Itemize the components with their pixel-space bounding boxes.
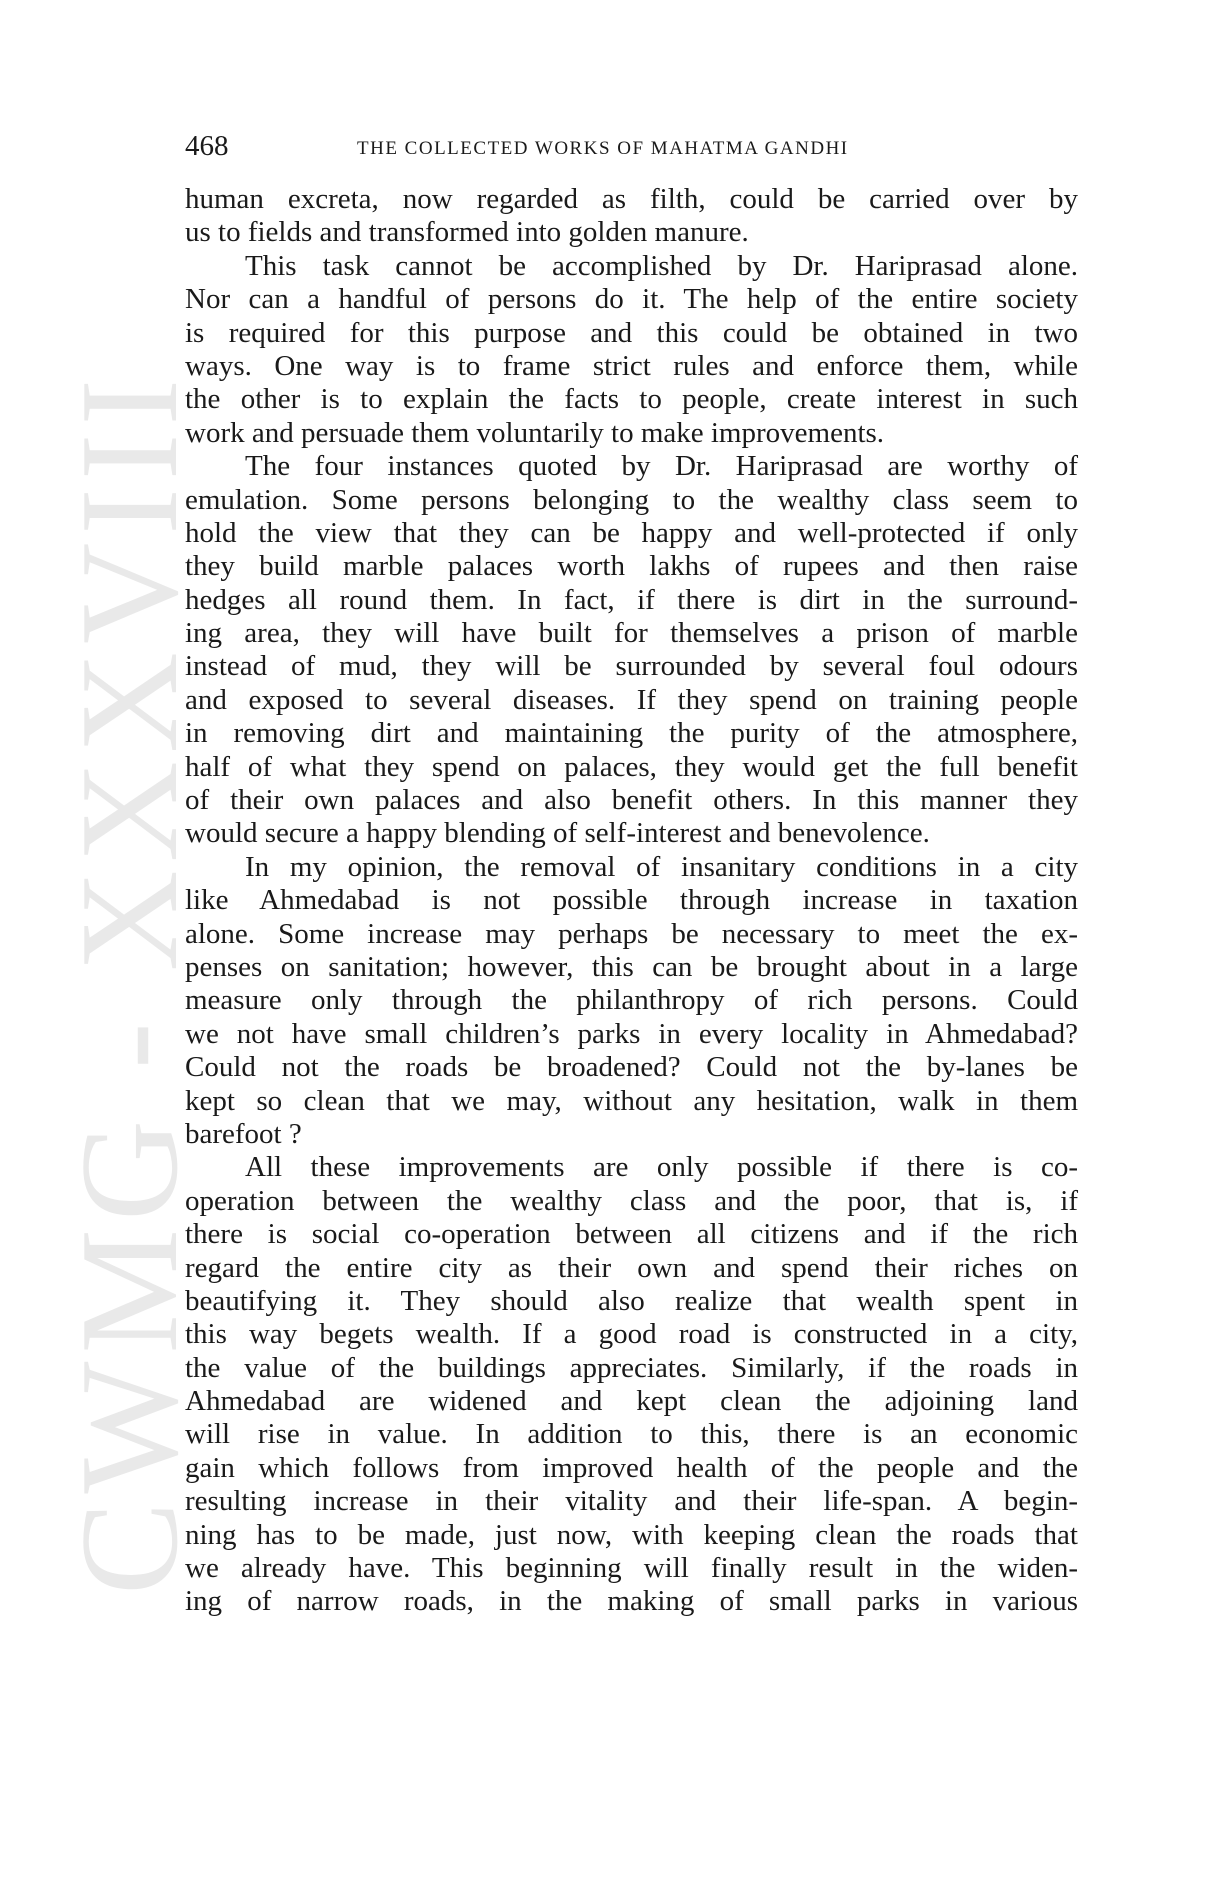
watermark: CWMG - XXXVIII	[52, 370, 207, 1595]
text-line: human excreta, now regarded as filth, could be carried over by	[185, 183, 1078, 215]
text-line: The four instances quoted by Dr. Hariprasad are worthy of	[245, 450, 1078, 483]
text-line: will rise in value. In addition to this, there is an economic	[185, 1418, 1078, 1451]
text-line: hedges all round them. In fact, if there is dirt in the surround-	[185, 583, 1078, 616]
text-line: would secure a happy blending of self-interest and benevolence.	[185, 817, 930, 850]
text-line: ing area, they will have built for themselves a prison of marble	[185, 617, 1078, 650]
text-line: ing of narrow roads, in the making of small parks in various	[185, 1585, 1078, 1618]
text-line: alone. Some increase may perhaps be necessary to meet the ex-	[185, 917, 1078, 950]
text-line: emulation. Some persons belonging to the wealthy class seem to	[185, 483, 1078, 516]
text-line: ways. One way is to frame strict rules and enforce them, while	[185, 349, 1078, 382]
text-line: there is social co-operation between all citizens and if the rich	[185, 1218, 1078, 1251]
text-line: is required for this purpose and this could be obtained in two	[185, 316, 1078, 349]
text-line: in removing dirt and maintaining the purity of the atmosphere,	[185, 717, 1078, 750]
text-line: penses on sanitation; however, this can be brought about in a large	[185, 950, 1078, 983]
text-line: resulting increase in their vitality and their life-span. A begin-	[185, 1485, 1078, 1518]
text-line: Ahmedabad are widened and kept clean the adjoining land	[185, 1385, 1078, 1418]
running-head: THE COLLECTED WORKS OF MAHATMA GANDHI	[357, 138, 849, 159]
text-line: operation between the wealthy class and the poor, that is, if	[185, 1184, 1078, 1217]
text-line: beautifying it. They should also realize that wealth spent in	[185, 1284, 1078, 1317]
text-line: measure only through the philanthropy of rich persons. Could	[185, 984, 1078, 1017]
text-line: we not have small children’s parks in every locality in Ahmedabad?	[185, 1017, 1078, 1050]
text-line: ning has to be made, just now, with keeping clean the roads that	[185, 1518, 1078, 1551]
text-line: of their own palaces and also benefit others. In this manner they	[185, 784, 1078, 817]
text-line: This task cannot be accomplished by Dr. Hariprasad alone.	[245, 249, 1078, 282]
text-line: Nor can a handful of persons do it. The help of the entire society	[185, 283, 1078, 316]
text-line: half of what they spend on palaces, they would get the full benefit	[185, 750, 1078, 783]
text-line: In my opinion, the removal of insanitary conditions in a city	[245, 850, 1078, 883]
text-line: kept so clean that we may, without any hesitation, walk in them	[185, 1084, 1078, 1117]
text-line: us to fields and transformed into golden manure.	[185, 216, 749, 249]
text-line: gain which follows from improved health of the people and the	[185, 1451, 1078, 1484]
text-line: the other is to explain the facts to people, create interest in such	[185, 383, 1078, 416]
text-line: All these improvements are only possible if there is co-	[245, 1151, 1078, 1184]
page-number: 468	[185, 130, 229, 162]
text-line: we already have. This beginning will finally result in the widen-	[185, 1552, 1078, 1585]
text-line: Could not the roads be broadened? Could not the by-lanes be	[185, 1051, 1078, 1084]
text-line: this way begets wealth. If a good road is constructed in a city,	[185, 1318, 1078, 1351]
text-line: and exposed to several diseases. If they spend on training people	[185, 683, 1078, 716]
text-line: the value of the buildings appreciates. Similarly, if the roads in	[185, 1351, 1078, 1384]
text-line: like Ahmedabad is not possible through increase in taxation	[185, 884, 1078, 917]
text-line: barefoot ?	[185, 1117, 302, 1150]
text-line: hold the view that they can be happy and well-protected if only	[185, 516, 1078, 549]
body-text	[185, 183, 1078, 1619]
text-line: work and persuade them voluntarily to make improvements.	[185, 416, 885, 449]
page-header	[185, 130, 1085, 164]
text-line: instead of mud, they will be surrounded by several foul odours	[185, 650, 1078, 683]
text-line: regard the entire city as their own and spend their riches on	[185, 1251, 1078, 1284]
text-line: they build marble palaces worth lakhs of rupees and then raise	[185, 550, 1078, 583]
